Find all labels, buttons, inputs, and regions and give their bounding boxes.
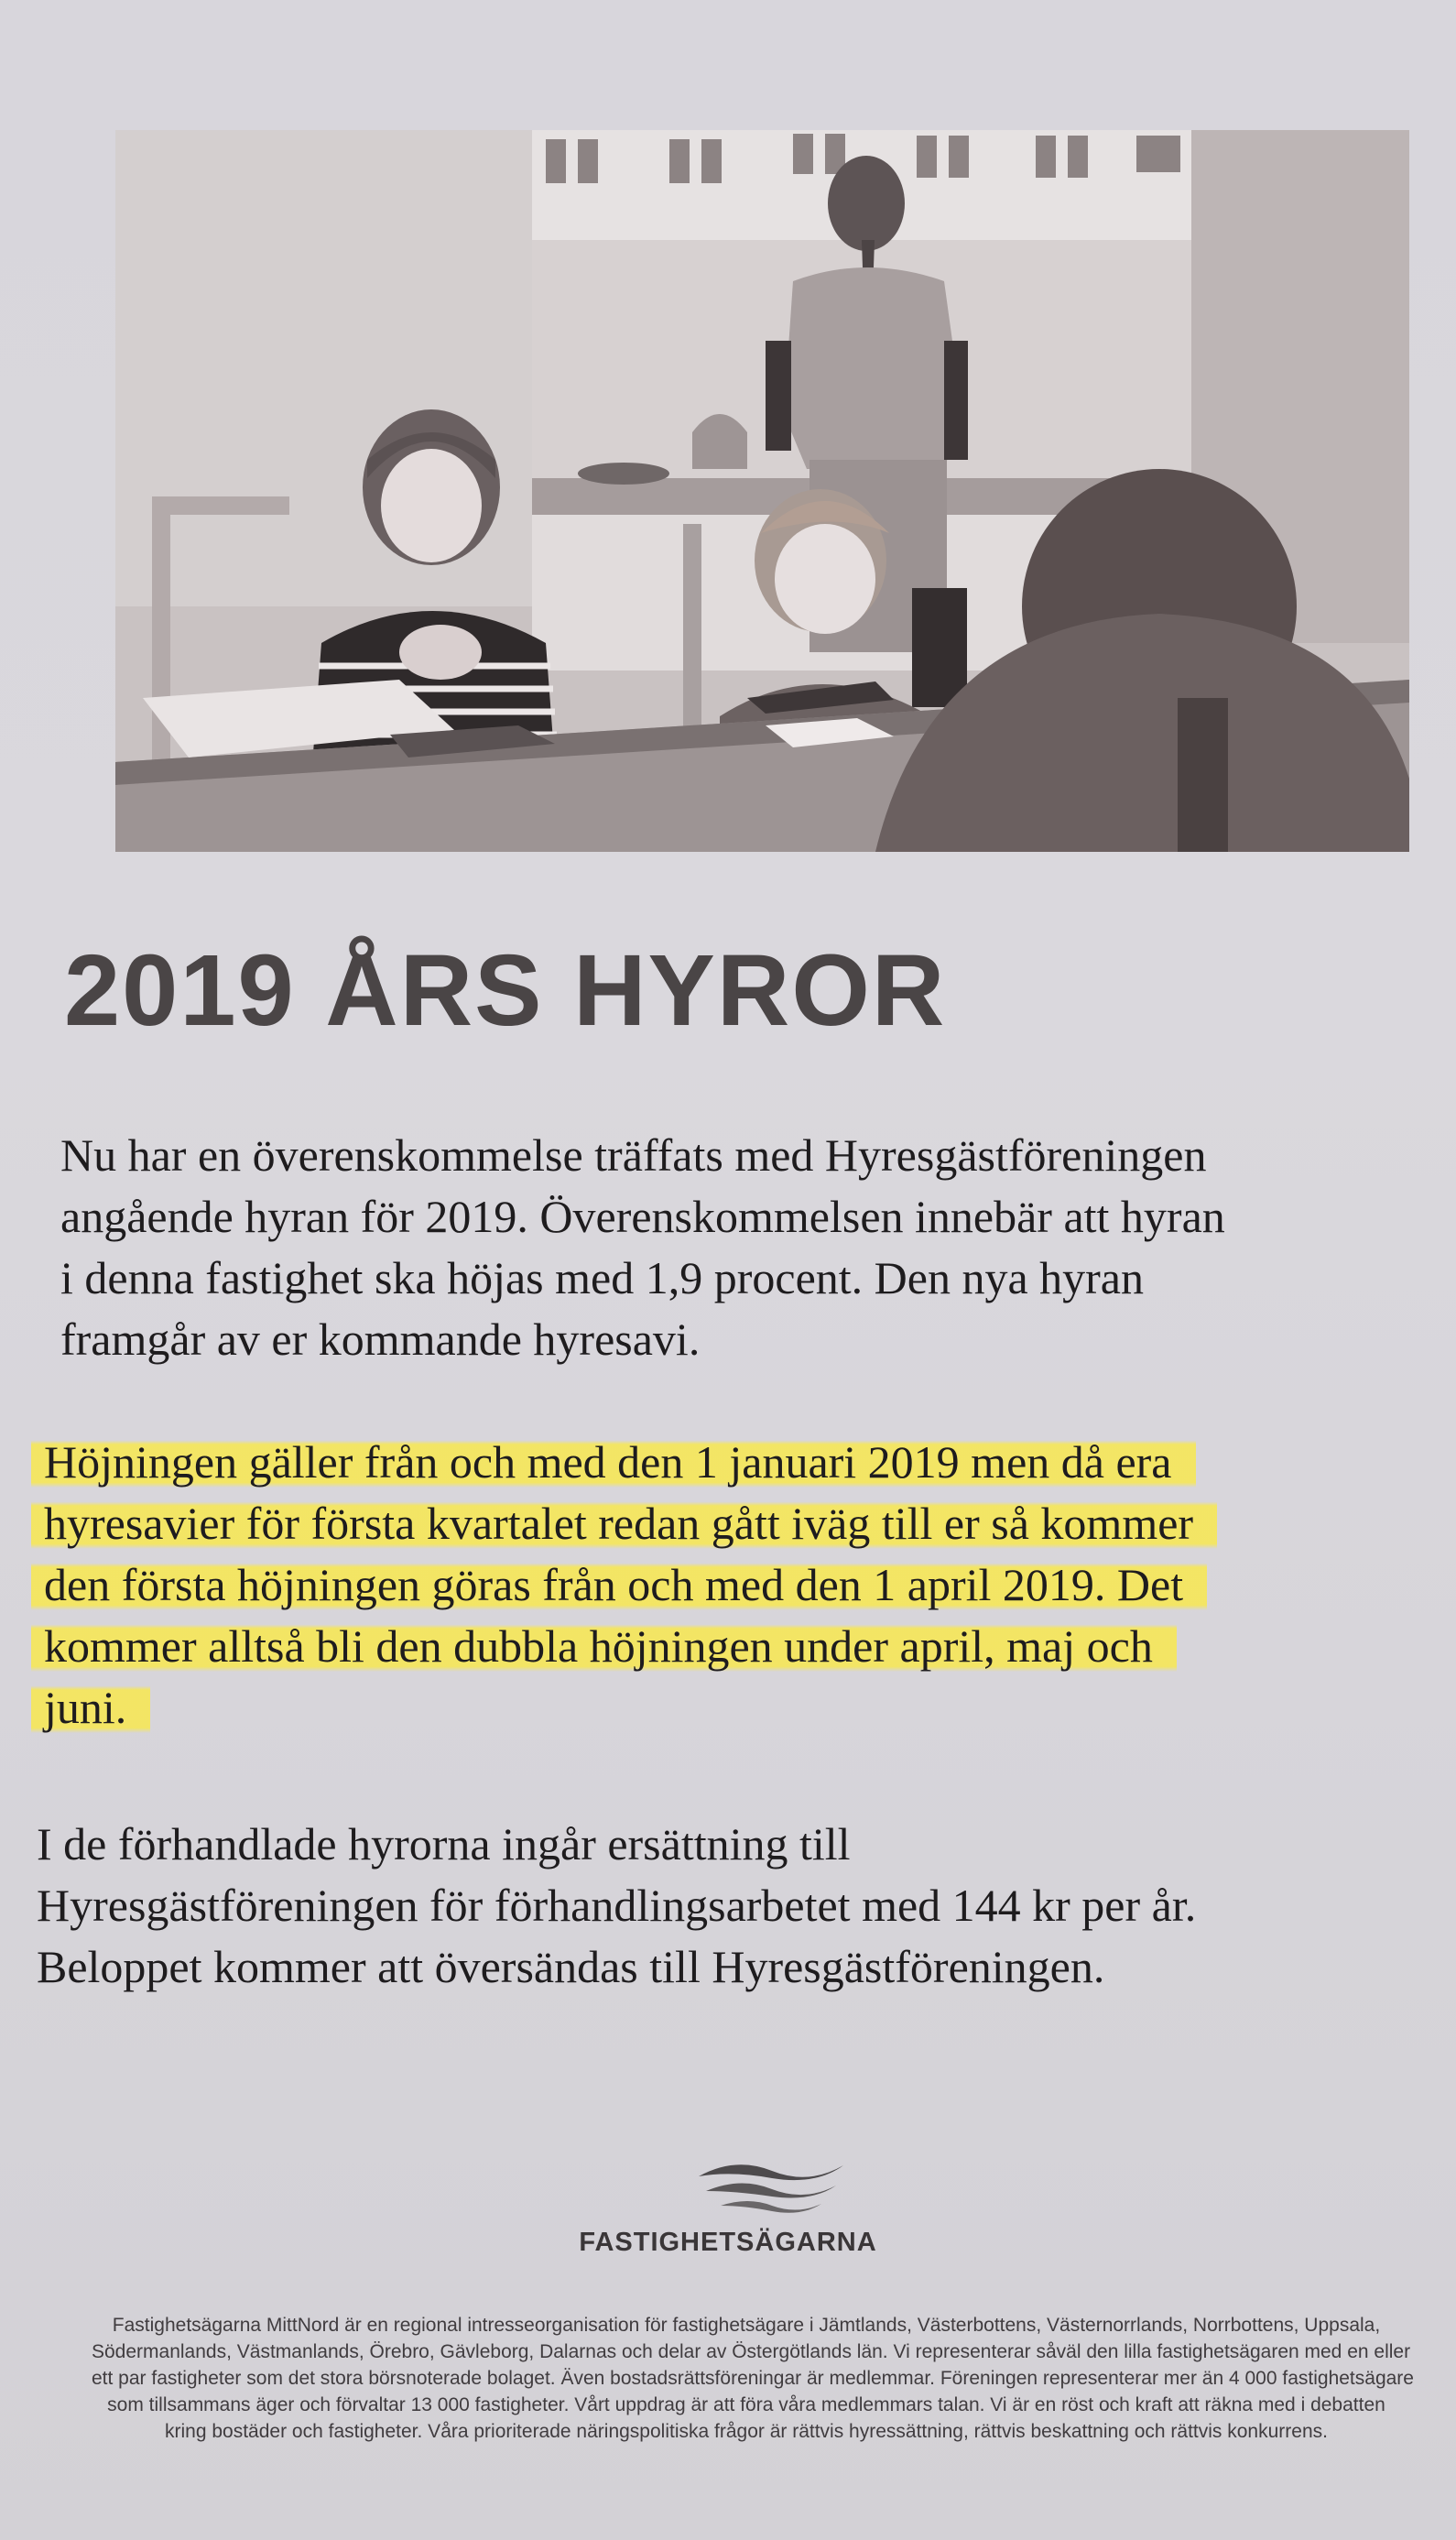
family-kitchen-photo [115, 130, 1409, 852]
footer-line: Fastighetsägarna MittNord är en regional intresseorganisation för fastighetsägare i Jämtlands, Västerbottens, Västernorrlands, Norrbottens, Uppsala, [112, 2315, 1381, 2336]
footer-line: ett par fastigheter som det stora börsnoterade bolaget. Även bostadsrättsföreningar är medlemmar. Föreningen representerar mer än 4 000 fastighetsägare [92, 2368, 1414, 2389]
paragraph-line: Beloppet kommer att översändas till Hyresgästföreningen. [37, 1941, 1105, 1992]
paragraph-line: angående hyran för 2019. Överenskommelsen innebär att hyran [60, 1191, 1225, 1242]
paragraph-line: i denna fastighet ska höjas med 1,9 procent. Den nya hyran [60, 1252, 1144, 1303]
fastighetsagarna-wave-logo-icon [693, 2154, 849, 2218]
highlighted-line: juni. [31, 1682, 150, 1733]
paragraph-line: framgår av er kommande hyresavi. [60, 1314, 701, 1365]
footer-line: som tillsammans äger och förvaltar 13 000 fastigheter. Vårt uppdrag är att föra våra medlemmars talan. Vi är en röst och kraft att räkna med i debatten [107, 2394, 1385, 2415]
footer-line: kring bostäder och fastigheter. Våra prioriterade näringspolitiska frågor är rättvis hyressättning, rättvis beskattning och rättvis konkurrens. [165, 2421, 1328, 2442]
brand-name: FASTIGHETSÄGARNA [579, 2228, 877, 2257]
page-title: 2019 ÅRS HYROR [64, 934, 947, 1047]
paragraph-line: I de förhandlade hyrorna ingår ersättning till [37, 1818, 851, 1870]
paragraph-increase-dates-highlighted [44, 1432, 1217, 1739]
paragraph-compensation [37, 1814, 1196, 1998]
highlighted-line: hyresavier för första kvartalet redan gått iväg till er så kommer [31, 1498, 1217, 1549]
highlighted-line: kommer alltså bli den dubbla höjningen under april, maj och [31, 1620, 1177, 1672]
paragraph-line: Hyresgästföreningen för förhandlingsarbetet med 144 kr per år. [37, 1880, 1197, 1931]
paragraph-line: Nu har en överenskommelse träffats med Hyresgästföreningen [60, 1129, 1207, 1181]
footer-line: Södermanlands, Västmanlands, Örebro, Gävleborg, Dalarnas och delar av Östergötlands län. Vi representerar såväl den lilla fastighetsägaren med en eller [92, 2341, 1411, 2362]
highlighted-line: Höjningen gäller från och med den 1 januari 2019 men då era [31, 1436, 1196, 1488]
footer-organisation-info [92, 2312, 1414, 2445]
highlighted-line: den första höjningen göras från och med den 1 april 2019. Det [31, 1559, 1207, 1610]
paragraph-agreement [60, 1125, 1225, 1370]
